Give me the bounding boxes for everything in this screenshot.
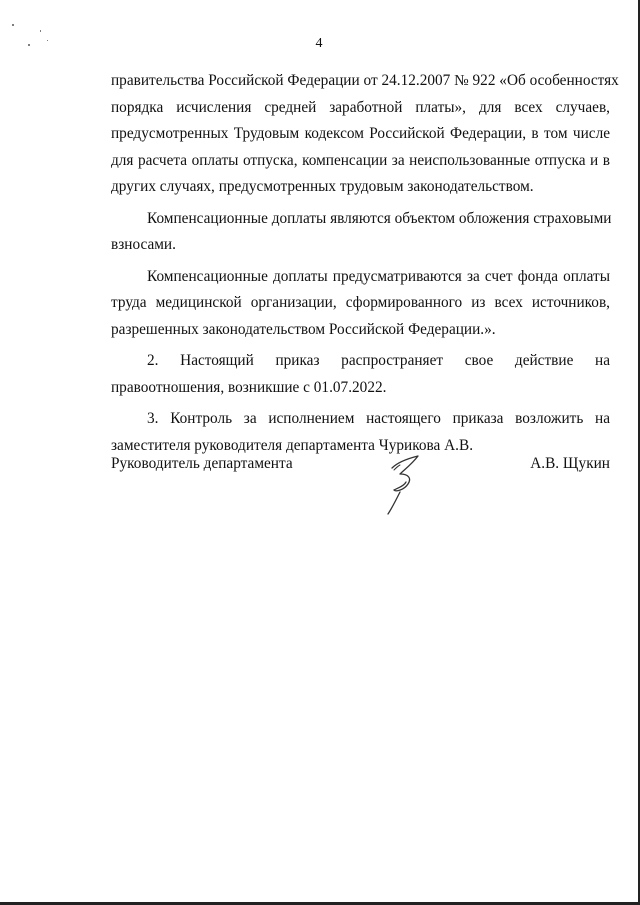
paragraph-1	[111, 68, 619, 201]
signature-block	[111, 455, 610, 473]
item-2-word: Настоящий	[180, 352, 254, 369]
paragraph-2	[111, 206, 610, 259]
item-2-first-line	[111, 348, 610, 375]
paragraph-3	[111, 264, 610, 344]
text-line: Компенсационные доплаты являются объектом обложения страховыми	[147, 209, 612, 227]
item-2-word: свое	[464, 352, 494, 369]
signatory-name: А.В. Щукин	[530, 455, 610, 472]
scan-speck	[12, 24, 14, 26]
text-line: труда медицинской организации, сформированного из всех источников,	[111, 294, 610, 311]
text-line: разрешенных законодательством Российской Федерации.».	[111, 320, 496, 338]
paragraph-item-3	[111, 406, 610, 459]
text-line: Компенсационные доплаты предусматриваются за счет фонда оплаты	[147, 267, 610, 285]
text-line: 3. Контроль за исполнением настоящего приказа возложить на	[147, 410, 610, 427]
scan-speck	[40, 30, 41, 32]
item-2-word: действие	[514, 352, 574, 369]
text-line: заместителя руководителя департамента Чурикова А.В.	[111, 436, 474, 454]
signatory-position: Руководитель департамента	[111, 455, 293, 472]
text-line: правоотношения, возникшие с 01.07.2022.	[111, 378, 387, 396]
item-2-word: на	[595, 352, 610, 369]
item-2-word: распространяет	[341, 352, 444, 369]
text-line: порядка исчисления средней заработной платы», для всех случаев,	[111, 98, 610, 116]
item-2-word: 2.	[147, 352, 159, 369]
handwritten-signature	[378, 452, 426, 518]
text-line: взносами.	[111, 236, 176, 253]
document-body	[111, 68, 619, 459]
page-number: 4	[315, 36, 323, 51]
text-line: предусмотренных Трудовым кодексом Российской Федерации, в том числе	[111, 125, 610, 142]
text-line: для расчета оплаты отпуска, компенсации за неиспользованные отпуска и в	[111, 151, 610, 169]
item-2-word: приказ	[275, 352, 320, 369]
text-line: других случаях, предусмотренных трудовым законодательством.	[111, 178, 534, 195]
paragraph-item-2	[111, 348, 610, 401]
text-line: правительства Российской Федерации от 24.12.2007 № 922 «Об особенностях	[111, 72, 619, 89]
